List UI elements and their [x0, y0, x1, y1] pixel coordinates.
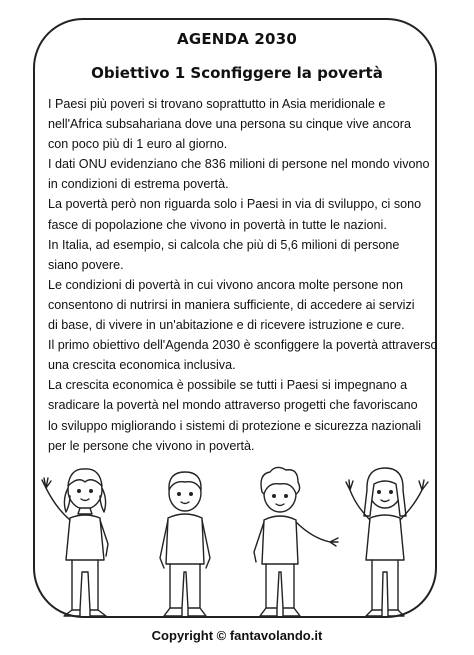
text-line: di base, di vivere in un'abitazione e di ricevere istruzione e cure.	[48, 318, 405, 333]
text-line: I Paesi più poveri si trovano soprattutto in Asia meridionale e	[48, 97, 386, 111]
text-line: con poco più di 1 euro al giorno.	[48, 137, 228, 152]
text-line: consentono di nutrirsi in maniera sufficiente, di accedere ai servizi	[48, 297, 415, 312]
child-boy-center-right	[254, 467, 338, 616]
text-line: I dati ONU evidenziano che 836 milioni di persone nel mondo vivono	[48, 157, 430, 172]
text-line: siano povere.	[48, 257, 124, 272]
copyright-footer: Copyright © fantavolando.it	[151, 628, 323, 643]
page-title: AGENDA 2030	[177, 30, 297, 48]
text-line: In Italia, ad esempio, si calcola che più di 5,6 milioni di persone	[48, 237, 400, 252]
text-line: fasce di popolazione che vivono in povertà in tutte le nazioni.	[48, 217, 387, 232]
text-line: Le condizioni di povertà in cui vivono ancora molte persone non	[48, 277, 403, 292]
child-boy-center-left	[160, 472, 210, 616]
text-line: sradicare la povertà nel mondo attraverso progetti che favoriscano	[48, 398, 418, 413]
text-line: La povertà però non riguarda solo i Paesi in via di sviluppo, ci sono	[48, 197, 422, 212]
body-text	[48, 94, 448, 456]
text-line: lo sviluppo migliorando i sistemi di protezione e sicurezza nazionali	[48, 418, 422, 433]
child-girl-right	[346, 468, 428, 616]
children-illustration	[40, 460, 440, 625]
child-girl-left	[42, 469, 108, 616]
text-line: Il primo obiettivo dell'Agenda 2030 è sconfiggere la povertà attraverso	[48, 338, 438, 353]
text-line: in condizioni di estrema povertà.	[48, 177, 229, 192]
text-line: per le persone che vivono in povertà.	[48, 438, 255, 453]
text-line: nell'Africa subsahariana dove una persona su cinque vive ancora	[48, 117, 411, 132]
text-line: una crescita economica inclusiva.	[48, 358, 236, 373]
page-subtitle: Obiettivo 1 Sconfiggere la povertà	[91, 64, 383, 82]
text-line: La crescita economica è possibile se tutti i Paesi si impegnano a	[48, 378, 408, 393]
